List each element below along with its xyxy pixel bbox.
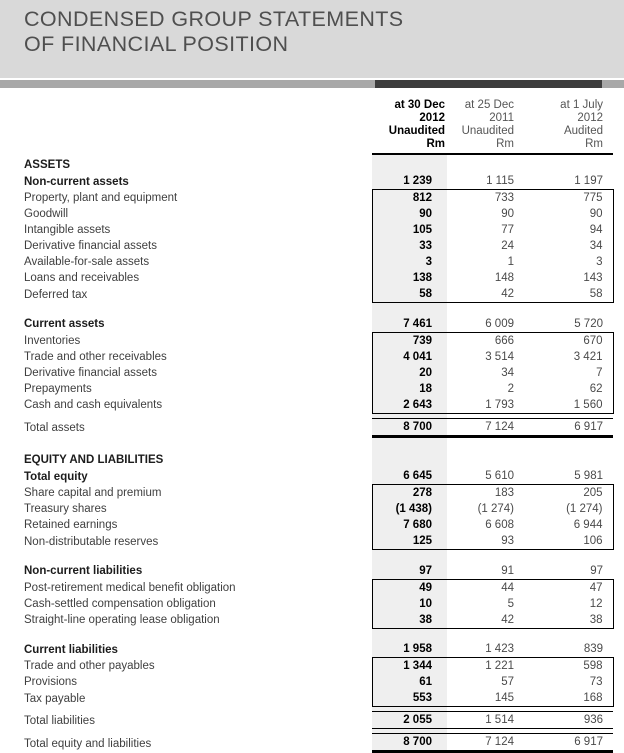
value-col1: 125 [372, 533, 447, 550]
value-col1: 553 [372, 690, 447, 707]
value-col3 [515, 449, 613, 468]
value-col1: 7 680 [372, 517, 447, 533]
spacer-row [0, 303, 613, 316]
table-row [0, 449, 613, 468]
value-col1: 3 [372, 254, 447, 270]
table-row [0, 222, 613, 238]
value-col1: 61 [372, 674, 447, 690]
value-col3: 90 [515, 206, 613, 222]
row-label [0, 550, 372, 563]
value-col3: 62 [515, 381, 613, 397]
row-label: Current assets [24, 318, 105, 330]
value-col3: 106 [515, 533, 613, 550]
value-col3: 6 944 [515, 517, 613, 533]
value-col2: 7 124 [447, 734, 515, 752]
column-3-year: 2012 [577, 112, 603, 124]
value-col2 [447, 303, 515, 316]
value-col1 [372, 449, 447, 468]
value-col2: 57 [501, 676, 514, 688]
value-col3: 6 917 [515, 734, 613, 752]
row-label: Total assets [24, 422, 85, 434]
value-col1: (1 438) [372, 501, 447, 517]
value-col1: 8 700 [372, 734, 447, 752]
column-header-1 [372, 99, 447, 154]
value-col2: 93 [447, 533, 515, 550]
value-col1: 2 643 [372, 397, 447, 414]
value-col1: 4 041 [372, 349, 447, 365]
value-col1 [372, 303, 447, 316]
table-row [0, 690, 613, 707]
value-col3: 47 [515, 579, 613, 596]
table-row [0, 468, 613, 485]
value-col2: 42 [447, 612, 515, 629]
row-label [0, 303, 372, 316]
value-col2: 44 [447, 579, 515, 596]
row-label: Intangible assets [24, 224, 111, 236]
value-col2: 34 [501, 366, 514, 379]
column-3-date: at 1 July [560, 99, 603, 111]
row-label: Treasury shares [24, 503, 107, 515]
value-col1: 20 [372, 365, 447, 381]
row-label: Non-current assets [24, 175, 129, 188]
value-col1: 97 [372, 563, 447, 580]
table-row [0, 286, 613, 303]
value-col2 [447, 449, 515, 468]
row-label: Share capital and premium [24, 487, 162, 499]
value-col3 [515, 303, 613, 316]
column-2-year: 2011 [489, 112, 514, 124]
table-row [0, 254, 613, 270]
accent-bar [0, 80, 624, 88]
value-col3: 1 560 [515, 397, 613, 414]
row-label: EQUITY AND LIABILITIES [24, 454, 164, 466]
value-col3: 7 [515, 365, 613, 381]
value-col1: 812 [372, 190, 447, 207]
value-col3: 168 [515, 690, 613, 707]
row-label [0, 436, 372, 449]
value-col1 [372, 628, 447, 641]
value-col3: 670 [515, 332, 613, 349]
value-col3 [515, 628, 613, 641]
value-col2: 91 [501, 564, 514, 577]
value-col3: 205 [515, 485, 613, 502]
value-col2: 145 [447, 690, 515, 707]
value-col1: 33 [372, 238, 447, 254]
value-col2 [447, 628, 515, 641]
value-col3: 12 [515, 596, 613, 612]
table-row [0, 397, 613, 414]
table-row [0, 612, 613, 629]
row-label: Derivative financial assets [24, 240, 157, 252]
value-col3: 5 720 [574, 317, 603, 330]
value-col3: 839 [583, 643, 603, 655]
value-col2: 1 423 [485, 643, 514, 655]
value-col2: 1 115 [486, 175, 514, 187]
row-label: Inventories [24, 334, 81, 347]
report-title-block [0, 0, 624, 78]
value-col3: 143 [515, 270, 613, 286]
value-col3: 3 [515, 254, 613, 270]
column-1-unit: Rm [426, 138, 445, 150]
value-col1: 18 [372, 381, 447, 397]
value-col3: 38 [515, 612, 613, 629]
value-col1: 90 [372, 206, 447, 222]
value-col2: (1 274) [477, 503, 514, 515]
value-col1 [372, 550, 447, 563]
column-2-status: Unaudited [461, 125, 514, 137]
value-col3: 3 421 [515, 349, 613, 365]
row-label: Prepayments [24, 382, 92, 395]
row-label: Provisions [24, 676, 78, 688]
table-row [0, 734, 613, 752]
value-col1: 1 239 [372, 173, 447, 190]
value-col2 [447, 154, 515, 173]
row-label: Available-for-sale assets [24, 256, 150, 268]
row-label: Deferred tax [24, 288, 88, 301]
value-col1: 739 [372, 332, 447, 349]
row-label: Trade and other receivables [24, 350, 167, 363]
table-row [0, 206, 613, 222]
table-row [0, 190, 613, 207]
table-row [0, 270, 613, 286]
table-row [0, 517, 613, 533]
row-label: Post-retirement medical benefit obligation [24, 581, 236, 594]
row-label: Total equity and liabilities [24, 737, 152, 750]
column-3-unit: Rm [585, 138, 603, 150]
table-row [0, 173, 613, 190]
row-label: Total equity [24, 470, 88, 483]
value-col3: 936 [515, 712, 613, 729]
value-col1: 49 [372, 579, 447, 596]
table-row [0, 712, 613, 729]
table-row [0, 418, 613, 436]
value-col3: 598 [515, 658, 613, 675]
value-col1: 38 [372, 612, 447, 629]
table-row [0, 316, 613, 333]
value-col2 [447, 550, 515, 563]
table-body [0, 154, 613, 752]
value-col1: 8 700 [372, 418, 447, 436]
row-label: Cash-settled compensation obligation [24, 597, 216, 610]
value-col2: 6 608 [485, 519, 514, 531]
value-col2: 1 [507, 256, 514, 268]
column-2-unit: Rm [496, 138, 514, 150]
row-label: Cash and cash equivalents [24, 399, 163, 411]
column-header-3 [515, 99, 613, 154]
value-col3: 58 [515, 286, 613, 303]
table-row [0, 154, 613, 173]
value-col2: 77 [501, 224, 514, 236]
value-col1: 105 [372, 222, 447, 238]
row-label: Straight-line operating lease obligation [24, 614, 220, 626]
value-col2: 1 221 [447, 658, 515, 675]
value-col3: 97 [590, 564, 603, 577]
column-header-empty [0, 99, 372, 154]
table-row [0, 238, 613, 254]
value-col2: 666 [447, 332, 515, 349]
value-col2: 2 [507, 382, 514, 395]
value-col2: 733 [447, 190, 515, 207]
spacer-row [0, 436, 613, 449]
value-col2: 1 793 [447, 397, 515, 414]
value-col3: 775 [515, 190, 613, 207]
row-label: Tax payable [24, 692, 86, 705]
value-col2: 5 610 [485, 470, 514, 482]
value-col3: 6 917 [515, 418, 613, 436]
table-row [0, 596, 613, 612]
value-col2: 42 [447, 286, 515, 303]
column-1-year: 2012 [419, 112, 445, 124]
row-label: Property, plant and equipment [24, 192, 178, 204]
value-col2: 148 [494, 272, 514, 284]
financial-position-table [0, 99, 614, 753]
value-col2: 7 124 [447, 418, 515, 436]
column-3-status: Audited [563, 125, 603, 137]
value-col2: 1 514 [447, 712, 515, 729]
value-col1: 7 461 [372, 316, 447, 333]
value-col1: 1 344 [372, 658, 447, 675]
table-row [0, 349, 613, 365]
value-col1: 1 958 [372, 641, 447, 658]
table-row [0, 533, 613, 550]
value-col2: 3 514 [485, 350, 514, 363]
column-1-date: at 30 Dec [394, 99, 445, 111]
value-col3 [515, 154, 613, 173]
column-1-status: Unaudited [388, 125, 445, 137]
page-title-line-1: CONDENSED GROUP STATEMENTS [24, 7, 404, 31]
spacer-row [0, 628, 613, 641]
table-row [0, 641, 613, 658]
table-row [0, 674, 613, 690]
value-col3: 34 [515, 238, 613, 254]
value-col3: 5 981 [574, 470, 603, 482]
value-col2 [447, 436, 515, 449]
table-row [0, 381, 613, 397]
row-label: Derivative financial assets [24, 366, 157, 379]
value-col2: 5 [507, 597, 514, 610]
page-title-line-2: OF FINANCIAL POSITION [24, 32, 289, 56]
table-row [0, 658, 613, 675]
spacer-row [0, 550, 613, 563]
value-col1 [372, 154, 447, 173]
column-2-date: at 25 Dec [464, 99, 514, 111]
table-row [0, 579, 613, 596]
value-col2: 183 [447, 485, 515, 502]
table-row [0, 563, 613, 580]
value-col3: 73 [515, 674, 613, 690]
table-row [0, 485, 613, 502]
row-label: Non-distributable reserves [24, 535, 159, 548]
value-col3 [515, 436, 613, 449]
value-col3: 1 197 [574, 175, 603, 187]
value-col3 [515, 550, 613, 563]
column-header-row [0, 99, 613, 154]
row-label: Trade and other payables [24, 660, 155, 672]
accent-bar-dark-segment [375, 80, 602, 88]
value-col1 [372, 436, 447, 449]
row-label: Total liabilities [24, 714, 95, 727]
value-col1: 6 645 [372, 468, 447, 485]
value-col1: 138 [372, 270, 447, 286]
value-col1: 278 [372, 485, 447, 502]
value-col3: 94 [515, 222, 613, 238]
column-header-2 [447, 99, 515, 154]
value-col1: 2 055 [372, 712, 447, 729]
table-row [0, 332, 613, 349]
row-label [0, 628, 372, 641]
row-label: Non-current liabilities [24, 565, 143, 577]
row-label: ASSETS [24, 159, 71, 171]
table-row [0, 501, 613, 517]
value-col3: (1 274) [515, 501, 613, 517]
value-col2: 24 [501, 240, 514, 252]
row-label: Loans and receivables [24, 272, 140, 284]
row-label: Retained earnings [24, 519, 118, 531]
value-col2: 90 [501, 208, 514, 220]
value-col1: 58 [372, 286, 447, 303]
table-row [0, 365, 613, 381]
row-label: Goodwill [24, 208, 69, 220]
value-col1: 10 [372, 596, 447, 612]
value-col2: 6 009 [485, 317, 514, 330]
row-label: Current liabilities [24, 643, 118, 656]
